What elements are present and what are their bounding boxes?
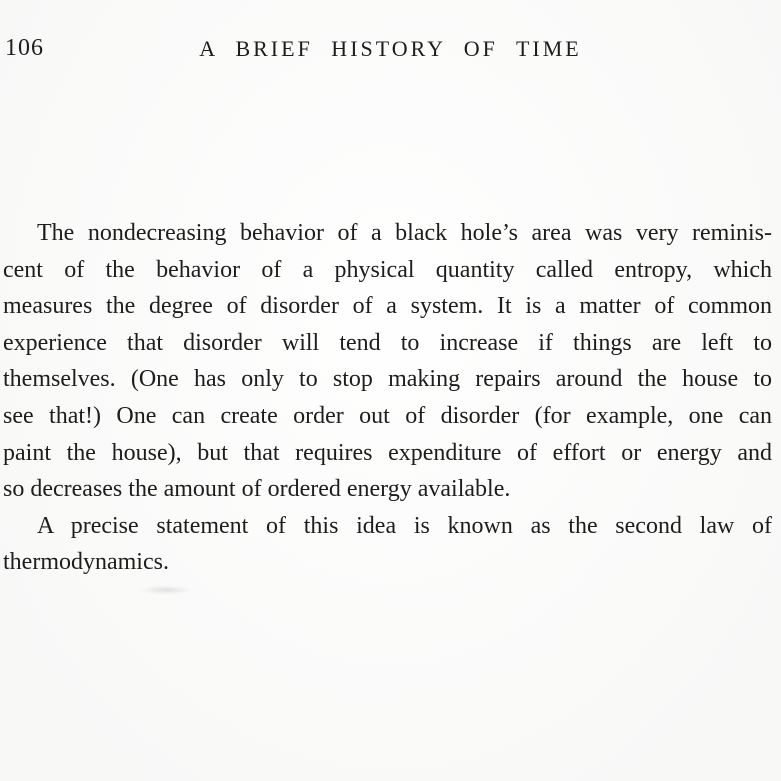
page-number: 106 — [5, 35, 44, 61]
page-header — [0, 34, 781, 62]
text-line: cent of the behavior of a physical quantity called entropy, which — [3, 256, 772, 283]
scan-smudge-artifact — [140, 586, 192, 594]
text-line: measures the degree of disorder of a system. It is a matter of common — [3, 293, 772, 320]
text-line: thermodynamics. — [3, 549, 169, 576]
page-body — [3, 215, 772, 581]
text-line: experience that disorder will tend to increase if things are left to — [3, 329, 772, 356]
paragraph-1 — [3, 215, 772, 508]
paragraph-2 — [3, 508, 772, 581]
text-line: see that!) One can create order out of disorder (for example, one can — [3, 402, 772, 429]
running-title: A BRIEF HISTORY OF TIME — [199, 36, 582, 61]
text-line: so decreases the amount of ordered energy available. — [3, 476, 511, 503]
text-line: paint the house), but that requires expenditure of effort or energy and — [3, 439, 772, 466]
text-line: The nondecreasing behavior of a black hole’s area was very reminis- — [37, 220, 772, 246]
text-line: A precise statement of this idea is known as the second law of — [37, 512, 772, 539]
text-line: themselves. (One has only to stop making repairs around the house to — [3, 366, 772, 393]
